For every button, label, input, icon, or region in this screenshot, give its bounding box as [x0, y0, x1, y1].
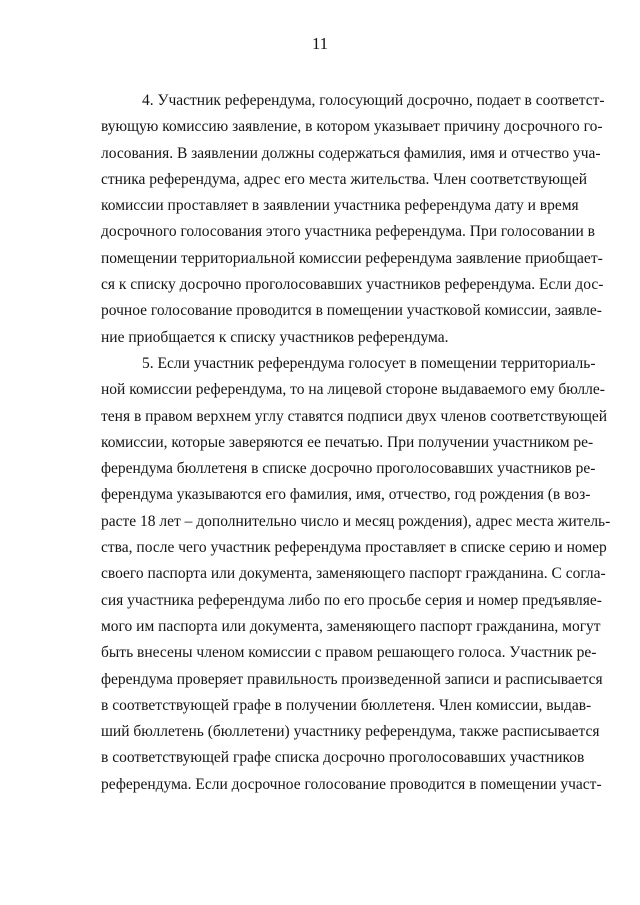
- text-line: ший бюллетень (бюллетени) участнику референдума, также расписывается: [101, 723, 600, 741]
- text-line: лосования. В заявлении должны содержаться фамилия, имя и отчество уча-: [101, 144, 601, 162]
- text-line: комиссии, которые заверяются ее печатью. При получении участником ре-: [101, 433, 594, 451]
- text-line: своего паспорта или документа, заменяющего паспорт гражданина. С согла-: [101, 565, 606, 583]
- text-line: ферендума проверяет правильность произведенной записи и расписывается: [101, 670, 603, 688]
- text-line: сия участника референдума либо по его просьбе серия и номер предъявляе-: [101, 591, 602, 609]
- paragraph-4: [101, 88, 605, 351]
- text-line: ние приобщается к списку участников референдума.: [101, 328, 449, 346]
- text-line: ферендума бюллетеня в списке досрочно проголосовавших участников ре-: [101, 460, 596, 478]
- text-line: 5. Если участник референдума голосует в помещении территориаль-: [142, 354, 596, 372]
- paragraph-5: [101, 351, 611, 798]
- text-line: теня в правом верхнем углу ставятся подписи двух членов соответствующей: [101, 407, 608, 425]
- text-line: в соответствующей графе в получении бюллетеня. Член комиссии, выдав-: [101, 696, 592, 714]
- text-line: комиссии проставляет в заявлении участника референдума дату и время: [101, 197, 579, 215]
- text-line: ства, после чего участник референдума проставляет в списке серию и номер: [101, 539, 607, 557]
- text-line: мого им паспорта или документа, заменяющего паспорт гражданина, могут: [101, 617, 601, 635]
- text-line: ферендума указываются его фамилия, имя, отчество, год рождения (в воз-: [101, 486, 591, 504]
- text-line: быть внесены членом комиссии с правом решающего голоса. Участник ре-: [101, 644, 597, 662]
- text-line: ся к списку досрочно проголосовавших участников референдума. Если дос-: [101, 276, 604, 294]
- text-line: помещении территориальной комиссии референдума заявление приобщает-: [101, 249, 603, 267]
- text-line: 4. Участник референдума, голосующий досрочно, подает в соответст-: [142, 92, 605, 109]
- text-line: расте 18 лет – дополнительно число и месяц рождения), адрес места житель-: [101, 512, 611, 530]
- text-line: рочное голосование проводится в помещении участковой комиссии, заявле-: [101, 302, 602, 320]
- text-line: ной комиссии референдума, то на лицевой стороне выдаваемого ему бюлле-: [101, 381, 605, 399]
- document-body: [101, 88, 611, 798]
- text-line: референдума. Если досрочное голосование проводится в помещении участ-: [101, 775, 602, 793]
- text-line: в соответствующей графе списка досрочно проголосовавших участников: [101, 749, 585, 767]
- text-line: досрочного голосования этого участника референдума. При голосовании в: [101, 223, 595, 241]
- text-line: вующую комиссию заявление, в котором указывает причину досрочного го-: [101, 118, 603, 136]
- text-line: стника референдума, адрес его места жительства. Член соответствующей: [101, 170, 588, 188]
- page-number: 11: [311, 34, 329, 53]
